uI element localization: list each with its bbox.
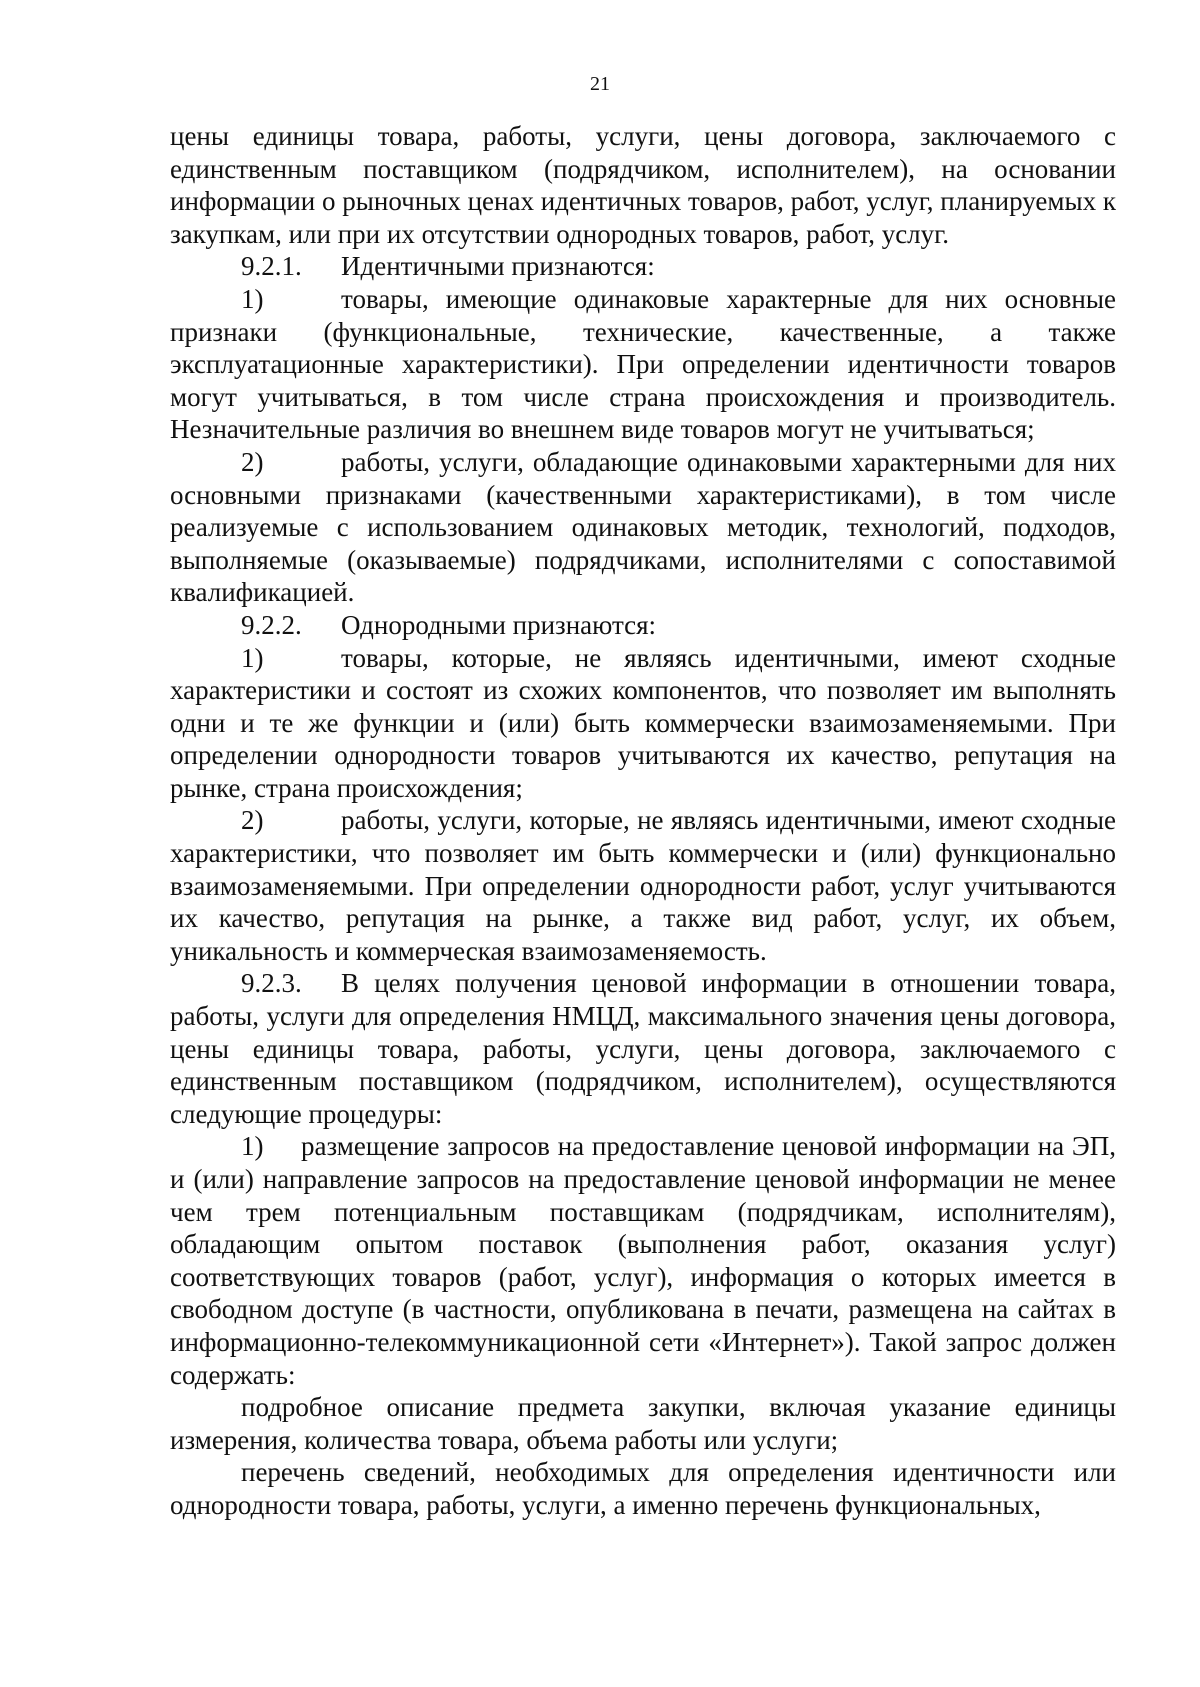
list-item-homogeneous-works — [170, 804, 1116, 967]
list-item-identical-goods — [170, 283, 1116, 446]
list-item-number: 1) — [241, 642, 264, 673]
list-item-number: 1) — [241, 1131, 264, 1162]
list-item-text: работы, услуги, которые, не являясь идентичными, имеют сходные характеристики, что позволяет им быть коммерчески и (или) функционально взаимозаменяемыми. При определении однородности работ, услуг учитываются их качество, репутация на рынке, а также вид работ, услуг, их объем, уникальность и коммерческая взаимозаменяемость. — [170, 805, 1116, 966]
document-body — [170, 120, 1116, 1522]
list-item-text: размещение запросов на предоставление ценовой информации на ЭП, и (или) направление запросов на предоставление ценовой информации не менее чем трем потенциальным поставщикам (подрядчикам, исполнителям), обладающим опытом поставок (выполнения работ, оказания услуг) соответствующих товаров (работ, услуг), информация о которых имеется в свободном доступе (в частности, опубликована в печати, размещена на сайтах в информационно-телекоммуникационной сети «Интернет»). Такой запрос должен содержать: — [170, 1131, 1116, 1390]
list-item-text: работы, услуги, обладающие одинаковыми характерными для них основными признаками (качественными характеристиками), в том числе реализуемые с использованием одинаковых методик, технологий, подходов, выполняемые (оказываемые) подрядчиками, исполнителями с сопоставимой квалификацией. — [170, 446, 1116, 608]
section-number: 9.2.1. — [241, 251, 302, 282]
section-number: 9.2.3. — [241, 968, 302, 999]
list-item-identical-works — [170, 446, 1116, 609]
section-9-2-1 — [170, 250, 1116, 283]
request-requirement-description: подробное описание предмета закупки, включая указание единицы измерения, количества товара, объема работы или услуги; — [170, 1392, 1116, 1455]
list-item-number: 2) — [241, 446, 264, 477]
list-item-text: товары, имеющие одинаковые характерные для них основные признаки (функциональные, технические, качественные, а также эксплуатационные характеристики). При определении идентичности товаров могут учитываться, в том числе страна происхождения и производитель. Незначительные различия во внешнем виде товаров могут не учитываться; — [170, 283, 1116, 445]
section-number: 9.2.2. — [241, 609, 302, 640]
page-number: 21 — [590, 73, 610, 95]
section-text: В целях получения ценовой информации в отношении товара, работы, услуги для определения НМЦД, максимального значения цены договора, цены единицы товара, работы, услуги, цены договора, заключаемого с единственным поставщиком (подрядчиком, исполнителем), осуществляются следующие процедуры: — [170, 968, 1116, 1129]
list-item-price-requests — [170, 1130, 1116, 1391]
list-item-homogeneous-goods — [170, 642, 1116, 805]
section-heading: Однородными признаются: — [341, 609, 657, 640]
list-item-number: 2) — [241, 805, 264, 836]
section-9-2-3 — [170, 967, 1116, 1130]
section-heading: Идентичными признаются: — [341, 251, 655, 282]
list-item-number: 1) — [241, 283, 264, 314]
list-item-text: товары, которые, не являясь идентичными, имеют сходные характеристики и состоят из схожих компонентов, что позволяет им выполнять одни и те же функции и (или) быть коммерчески взаимозаменяемыми. При определении однородности товаров учитываются их качество, репутация на рынке, страна происхождения; — [170, 642, 1116, 803]
paragraph-intro: цены единицы товара, работы, услуги, цены договора, заключаемого с единственным поставщиком (подрядчиком, исполнителем), на основании информации о рыночных ценах идентичных товаров, работ, услуг, планируемых к закупкам, или при их отсутствии однородных товаров, работ, услуг. — [170, 121, 1116, 249]
request-requirement-details: перечень сведений, необходимых для определения идентичности или однородности товара, работы, услуги, а именно перечень функциональных, — [170, 1457, 1116, 1520]
section-9-2-2 — [170, 609, 1116, 642]
